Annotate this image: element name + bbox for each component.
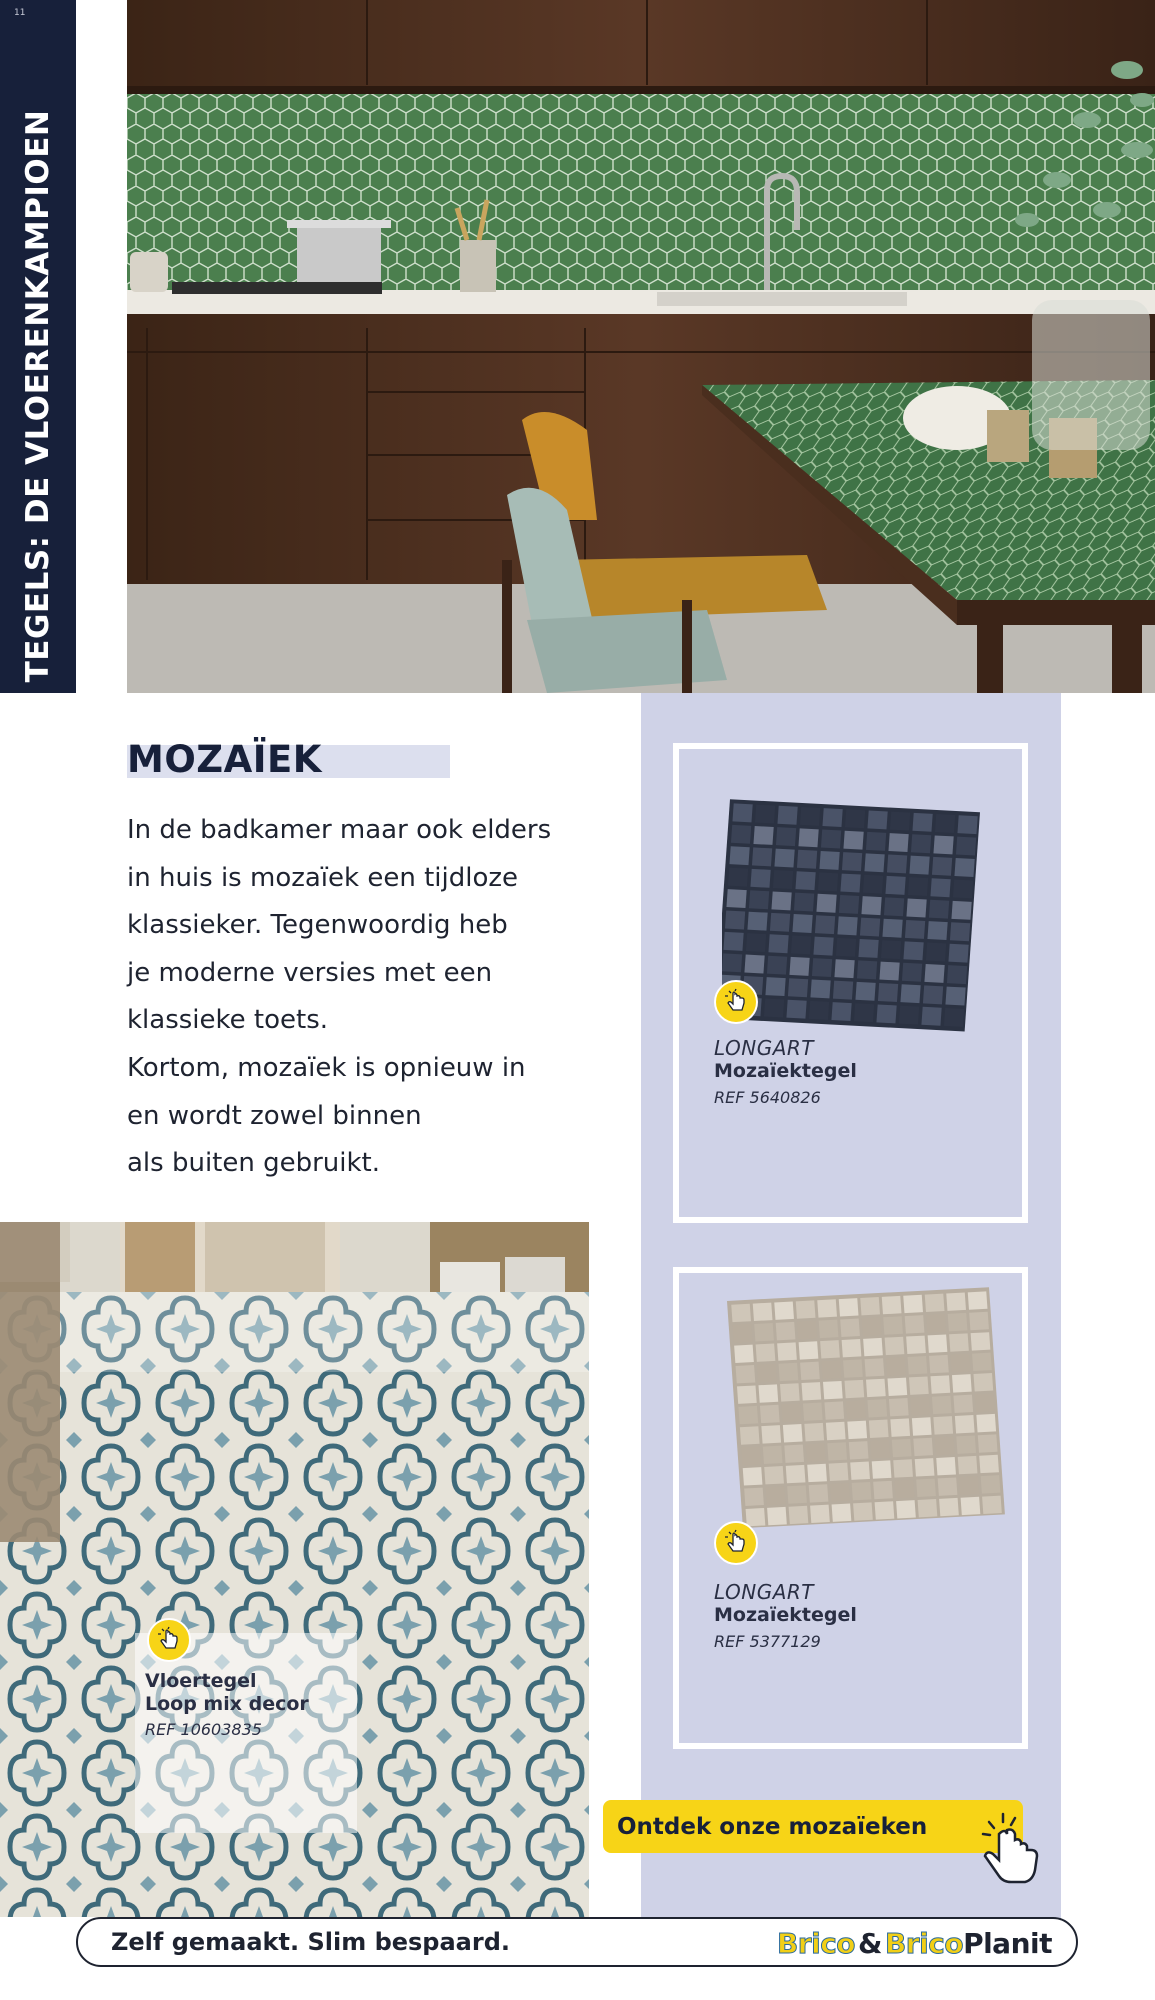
product-brand: LONGART <box>714 1580 815 1604</box>
paragraph-line: Kortom, mozaïek is opnieuw in <box>127 1052 526 1083</box>
product-name: Mozaïektegel <box>714 1604 857 1626</box>
click-hand-icon <box>975 1810 1045 1890</box>
product-name: Mozaïektegel <box>714 1060 857 1082</box>
travertine-mosaic-tile-image[interactable] <box>716 1283 1006 1548</box>
logo-ampersand: & <box>858 1926 882 1960</box>
paragraph-line: je moderne versies met een <box>127 957 493 988</box>
section-paragraph <box>127 807 607 1188</box>
kitchen-photo <box>127 0 1155 693</box>
paragraph-line: In de badkamer maar ook elders <box>127 815 552 845</box>
product-ref: REF 5377129 <box>714 1632 821 1651</box>
hand-pointer-icon[interactable] <box>714 980 758 1024</box>
paragraph-line: in huis is mozaïek een tijdloze <box>127 862 519 893</box>
cta-label: Ontdek onze mozaïeken <box>617 1813 928 1840</box>
brico-planit-logo[interactable] <box>777 1927 1052 1959</box>
logo-brico-2: Brico <box>884 1926 964 1960</box>
paragraph-line: en wordt zowel binnen <box>127 1100 422 1131</box>
product-name-line2: Loop mix decor <box>145 1693 309 1715</box>
paragraph-line: klassieker. Tegenwoordig heb <box>127 910 508 941</box>
side-label-text: TEGELS: DE VLOERENKAMPIOEN <box>20 109 56 683</box>
page-number: 11 <box>14 8 26 18</box>
hand-pointer-icon[interactable] <box>147 1618 191 1662</box>
kitchen-illustration <box>127 0 1155 693</box>
side-label <box>0 0 76 693</box>
product-ref: REF 10603835 <box>145 1720 262 1739</box>
section-heading: MOZAÏEK <box>127 738 322 781</box>
dark-mosaic-tile-image[interactable] <box>722 795 1000 1035</box>
logo-brico-1: Brico <box>776 1926 856 1960</box>
paragraph-line: als buiten gebruikt. <box>127 1148 381 1179</box>
hand-pointer-icon[interactable] <box>714 1521 758 1565</box>
product-name-line1: Vloertegel <box>145 1670 257 1692</box>
paragraph-line: klassieke toets. <box>127 1005 329 1036</box>
product-brand: LONGART <box>714 1036 815 1060</box>
footer-slogan: Zelf gemaakt. Slim bespaard. <box>111 1928 511 1956</box>
product-ref: REF 5640826 <box>714 1088 821 1107</box>
logo-planit: Planit <box>963 1926 1052 1960</box>
footer-banner <box>76 1917 1078 1967</box>
discover-mosaics-button[interactable] <box>603 1800 1023 1853</box>
